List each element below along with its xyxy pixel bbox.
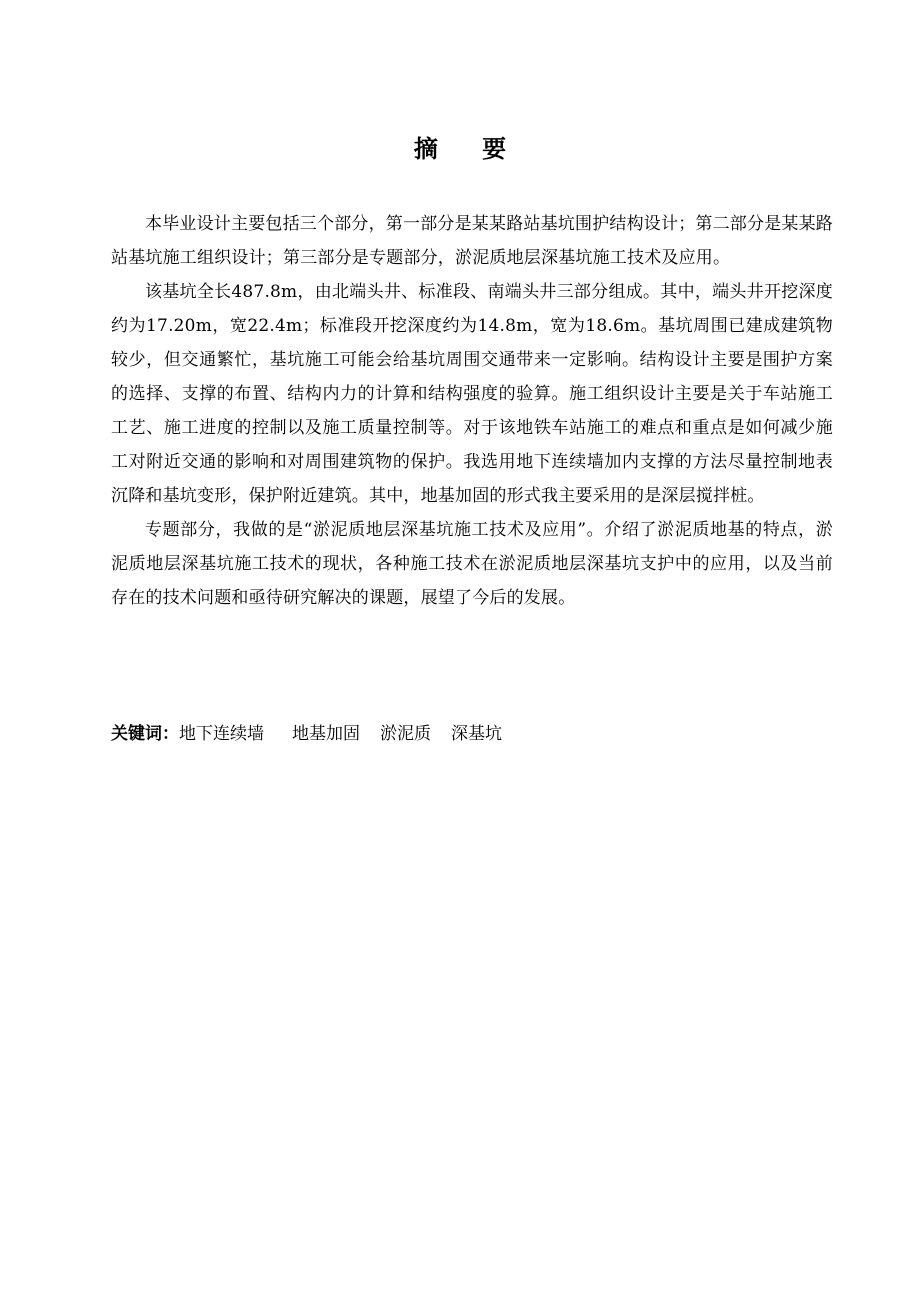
abstract-paragraph-2: 该基坑全长487.8m，由北端头井、标准段、南端头井三部分组成。其中，端头井开挖深度约为17.20m，宽22.4m；标准段开挖深度约为14.8m，宽为18.6m。基坑周围已建成建筑物较少，但交通繁忙，基坑施工可能会给基坑周围交通带来一定影响。结构设计主要是围护方案的选择、支撑的布置、结构内力的计算和结构强度的验算。施工组织设计主要是关于车站施工工艺、施工进度的控制以及施工质量控制等。对于该地铁车站施工的难点和重点是如何减少施工对附近交通的影响和对周围建筑物的保护。我选用地下连续墙加内支撑的方法尽量控制地表沉降和基坑变形，保护附近建筑。其中，地基加固的形式我主要采用的是深层搅拌桩。 (111, 282, 833, 506)
abstract-body (111, 207, 833, 615)
abstract-paragraph-1: 本毕业设计主要包括三个部分，第一部分是某某路站基坑围护结构设计；第二部分是某某路站基坑施工组织设计；第三部分是专题部分，淤泥质地层深基坑施工技术及应用。 (111, 214, 833, 268)
keyword-item: 淤泥质 (380, 724, 431, 744)
abstract-paragraph-3: 专题部分，我做的是“淤泥质地层深基坑施工技术及应用”。介绍了淤泥质地基的特点，淤泥质地层深基坑施工技术的现状，各种施工技术在淤泥质地层深基坑支护中的应用，以及当前存在的技术问题和亟待研究解决的课题，展望了今后的发展。 (111, 520, 833, 608)
keyword-item: 地基加固 (292, 724, 360, 744)
page-title: 摘 要 (413, 135, 525, 163)
keywords-line (111, 717, 522, 751)
keyword-item: 深基坑 (451, 724, 502, 744)
keyword-item: 地下连续墙 (179, 724, 264, 744)
keywords-label: 关键词： (111, 724, 179, 744)
